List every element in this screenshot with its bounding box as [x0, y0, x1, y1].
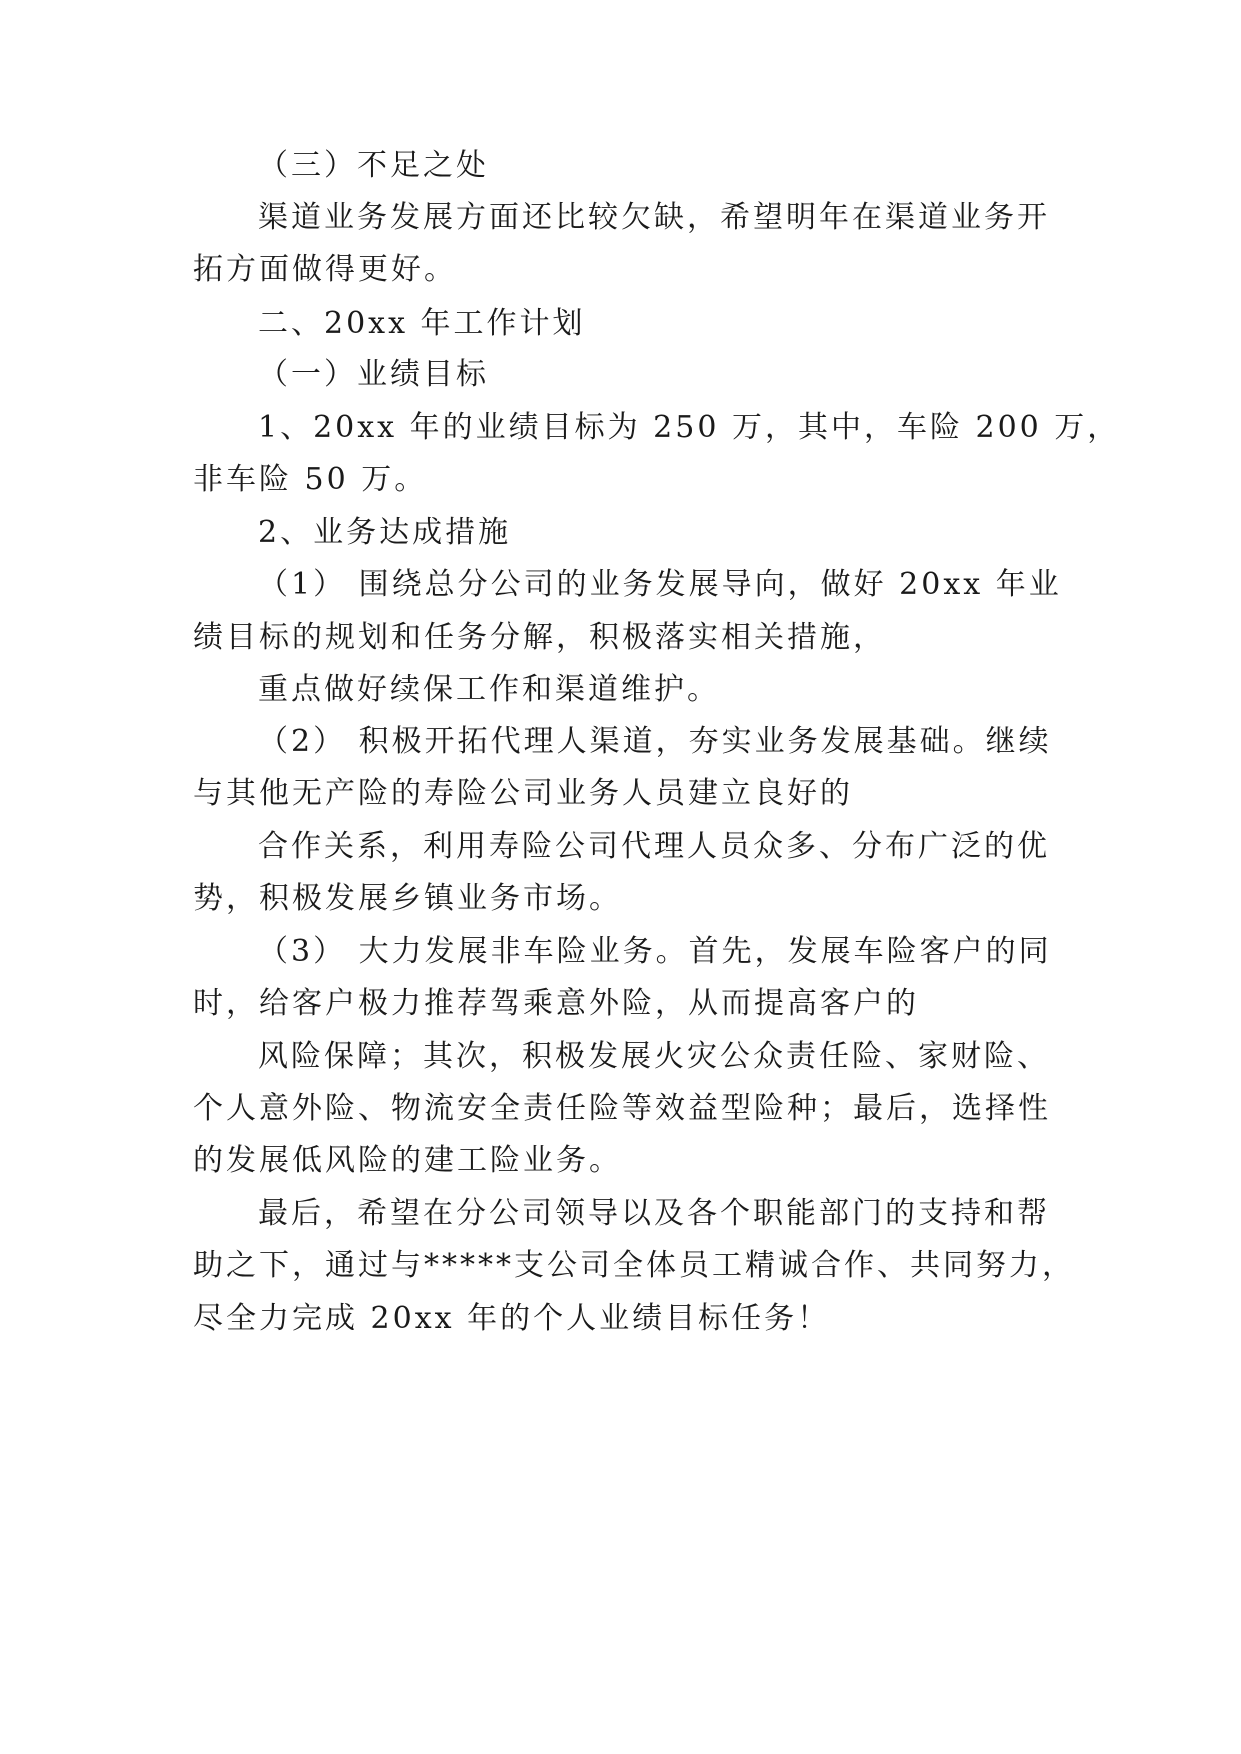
section-heading-shortcomings: （三）不足之处 — [258, 148, 489, 183]
list-heading-measures: 2、业务达成措施 — [258, 515, 512, 550]
section-heading-work-plan: 二、20xx 年工作计划 — [258, 306, 586, 341]
paragraph-line: 非车险 50 万。 — [193, 462, 428, 497]
paragraph-line: （3） 大力发展非车险业务。首先，发展车险客户的同 — [258, 934, 1052, 969]
paragraph-line: 重点做好续保工作和渠道维护。 — [258, 672, 720, 707]
paragraph-line: （2） 积极开拓代理人渠道，夯实业务发展基础。继续 — [258, 724, 1052, 759]
paragraph-line: 与其他无产险的寿险公司业务人员建立良好的 — [193, 776, 853, 811]
paragraph-line: 1、20xx 年的业绩目标为 250 万，其中，车险 200 万， — [258, 410, 1121, 445]
subsection-heading-performance-target: （一）业绩目标 — [258, 357, 489, 392]
paragraph-line: 尽全力完成 20xx 年的个人业绩目标任务！ — [193, 1301, 831, 1336]
paragraph-line: 绩目标的规划和任务分解，积极落实相关措施， — [193, 620, 886, 655]
paragraph-line: 助之下，通过与*****支公司全体员工精诚合作、共同努力， — [193, 1248, 1075, 1283]
paragraph-line: 拓方面做得更好。 — [193, 252, 457, 287]
paragraph-line: 的发展低风险的建工险业务。 — [193, 1143, 622, 1178]
paragraph-line: 势，积极发展乡镇业务市场。 — [193, 881, 622, 916]
paragraph-line: 个人意外险、物流安全责任险等效益型险种；最后，选择性 — [193, 1091, 1051, 1126]
paragraph-line: 风险保障；其次，积极发展火灾公众责任险、家财险、 — [258, 1039, 1050, 1074]
paragraph-line: 最后，希望在分公司领导以及各个职能部门的支持和帮 — [258, 1196, 1050, 1231]
paragraph-line: 合作关系，利用寿险公司代理人员众多、分布广泛的优 — [258, 829, 1050, 864]
paragraph-line: 时，给客户极力推荐驾乘意外险，从而提高客户的 — [193, 986, 919, 1021]
paragraph-line: 渠道业务发展方面还比较欠缺，希望明年在渠道业务开 — [258, 200, 1050, 235]
paragraph-line: （1） 围绕总分公司的业务发展导向，做好 20xx 年业 — [258, 567, 1062, 602]
